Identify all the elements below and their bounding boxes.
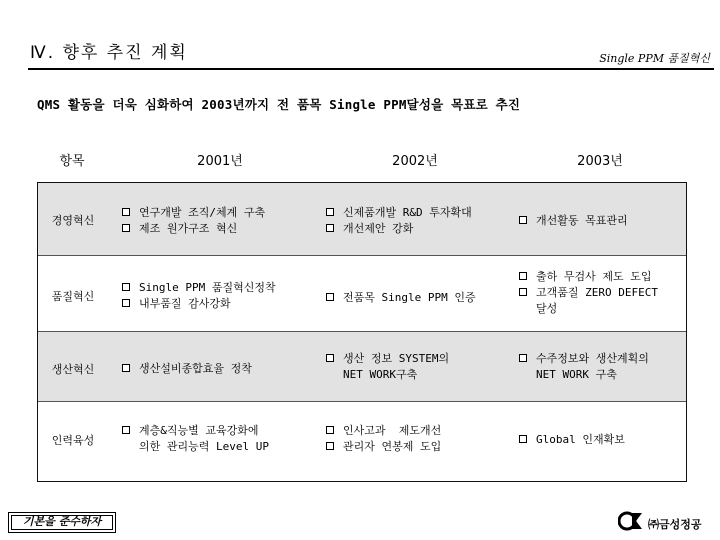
cell-2002 — [326, 423, 441, 455]
cell-2003 — [519, 269, 658, 317]
cell-2003 — [519, 432, 625, 448]
cell-2001 — [122, 280, 276, 312]
row-category: 경영혁신 — [51, 214, 95, 227]
cell-2001 — [122, 361, 252, 377]
list-item: 내부품질 감사강화 — [122, 296, 276, 312]
cell-2001 — [122, 423, 269, 455]
list-item: 신제품개발 R&D 투자확대 — [326, 205, 472, 221]
list-item: 개선활동 목표관리 — [519, 213, 628, 229]
table-row — [38, 255, 686, 332]
list-item-continuation: NET WORK 구축 — [536, 368, 617, 381]
checkbox-bullet-icon — [519, 216, 527, 224]
checkbox-bullet-icon — [122, 426, 130, 434]
checkbox-bullet-icon — [519, 288, 527, 296]
list-item: 생산 정보 SYSTEM의 — [326, 351, 449, 367]
goal-statement: QMS 활동을 더욱 심화하여 2003년까지 전 품목 Single PPM달성을 목표로 추진 — [37, 97, 521, 112]
cell-2002 — [326, 290, 476, 306]
checkbox-bullet-icon — [122, 299, 130, 307]
checkbox-bullet-icon — [326, 208, 334, 216]
list-item: 제조 원가구조 혁신 — [122, 221, 265, 237]
list-item: 관리자 연봉제 도입 — [326, 439, 441, 455]
cell-2002 — [326, 351, 449, 383]
list-item: 개선제안 강화 — [326, 221, 472, 237]
checkbox-bullet-icon — [519, 354, 527, 362]
checkbox-bullet-icon — [122, 364, 130, 372]
row-category: 품질혁신 — [51, 290, 95, 303]
list-item: 출하 무검사 제도 도입 — [519, 269, 658, 285]
list-item: Global 인재확보 — [519, 432, 625, 448]
list-item: 고객품질 ZERO DEFECT — [519, 285, 658, 301]
list-item-continuation: NET WORK구축 — [343, 368, 418, 381]
checkbox-bullet-icon — [122, 224, 130, 232]
checkbox-bullet-icon — [519, 435, 527, 443]
list-item: Single PPM 품질혁신정착 — [122, 280, 276, 296]
motto-text: 기본을 준수하자 — [22, 515, 102, 528]
cell-2003 — [519, 213, 628, 229]
checkbox-bullet-icon — [326, 354, 334, 362]
page-title: Ⅳ. 향후 추진 계획 — [30, 43, 188, 63]
cell-2003 — [519, 351, 649, 383]
cell-2002 — [326, 205, 472, 237]
list-item: 생산설비종합효율 정착 — [122, 361, 252, 377]
list-item-continuation: 달성 — [536, 302, 558, 315]
checkbox-bullet-icon — [326, 426, 334, 434]
checkbox-bullet-icon — [326, 442, 334, 450]
checkbox-bullet-icon — [122, 283, 130, 291]
checkbox-bullet-icon — [326, 293, 334, 301]
list-item: 계층&직능별 교육강화에 — [122, 423, 269, 439]
column-header-2002: 2002년 — [392, 154, 438, 169]
brand-tagline: Single PPM 품질혁신 — [599, 52, 710, 65]
checkbox-bullet-icon — [122, 208, 130, 216]
header-divider — [28, 68, 714, 70]
company-name: ㈜금성정공 — [648, 518, 702, 531]
column-header-2001: 2001년 — [197, 154, 243, 169]
column-header-2003: 2003년 — [577, 154, 623, 169]
list-item: 수주정보와 생산계획의 — [519, 351, 649, 367]
checkbox-bullet-icon — [326, 224, 334, 232]
table-row — [38, 183, 686, 255]
company-logo-icon — [618, 509, 644, 531]
motto-badge — [8, 512, 116, 533]
table-row — [38, 331, 686, 402]
plan-table — [37, 182, 687, 482]
list-item: 인사고과 제도개선 — [326, 423, 441, 439]
list-item: 전품목 Single PPM 인증 — [326, 290, 476, 306]
list-item-continuation: 의한 관리능력 Level UP — [139, 440, 269, 453]
checkbox-bullet-icon — [519, 272, 527, 280]
cell-2001 — [122, 205, 265, 237]
row-category: 인력육성 — [51, 434, 95, 447]
row-category: 생산혁신 — [51, 363, 95, 376]
list-item: 연구개발 조직/체계 구축 — [122, 205, 265, 221]
column-header-item: 항목 — [59, 154, 85, 169]
table-row — [38, 401, 686, 482]
